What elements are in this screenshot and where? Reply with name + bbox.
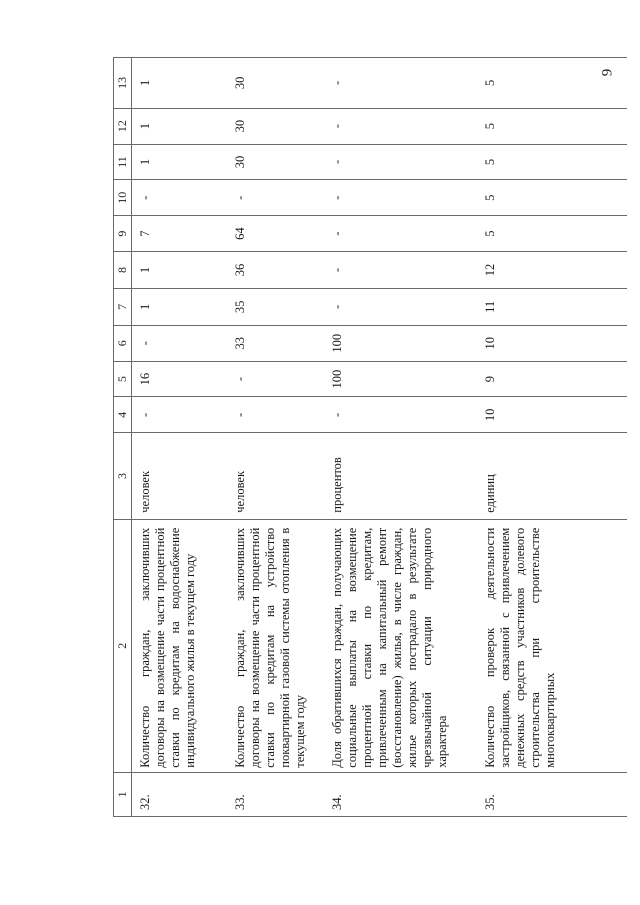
row-value: 1 bbox=[132, 58, 227, 109]
row-number: 33. bbox=[227, 772, 324, 816]
row-value: - bbox=[324, 58, 477, 109]
column-header: 4 bbox=[114, 397, 132, 433]
row-value: 30 bbox=[227, 144, 324, 180]
row-value: 5 bbox=[477, 180, 627, 216]
row-value: 16 bbox=[132, 361, 227, 397]
row-value: - bbox=[324, 180, 477, 216]
column-header: 10 bbox=[114, 180, 132, 216]
row-value: 100 bbox=[324, 361, 477, 397]
row-value: 7 bbox=[132, 216, 227, 252]
table-row bbox=[324, 58, 477, 817]
row-value: 5 bbox=[477, 108, 627, 144]
row-value: 33 bbox=[227, 325, 324, 361]
row-number: 34. bbox=[324, 772, 477, 816]
row-value: - bbox=[324, 397, 477, 433]
indicators-table bbox=[113, 57, 627, 817]
column-header: 5 bbox=[114, 361, 132, 397]
column-header: 13 bbox=[114, 58, 132, 109]
column-header: 2 bbox=[114, 519, 132, 772]
row-description: Количество проверок деятельности застройщиков, связанной с привлечением денежных средств участников долевого строительства при строительстве многоквартирных bbox=[477, 519, 627, 772]
column-header: 11 bbox=[114, 144, 132, 180]
row-unit: человек bbox=[227, 433, 324, 519]
row-value: 11 bbox=[477, 288, 627, 325]
row-value: - bbox=[227, 397, 324, 433]
row-unit: процентов bbox=[324, 433, 477, 519]
table-header-row bbox=[114, 58, 132, 817]
row-value: 1 bbox=[132, 144, 227, 180]
column-header: 6 bbox=[114, 325, 132, 361]
column-header: 8 bbox=[114, 252, 132, 289]
row-value: - bbox=[132, 180, 227, 216]
row-description: Доля обратившихся граждан, получающих социальные выплаты на возмещение процентной ставки по кредитам, привлеченным на капитальный ремонт (восстановление) жилья, в числе граждан, жилье которых пострадало в результате чрезвычайной ситуации природного характера bbox=[324, 519, 477, 772]
table-row bbox=[227, 58, 324, 817]
row-value: - bbox=[227, 361, 324, 397]
row-description: Количество граждан, заключивших договоры на возмещение части процентной ставки по кредитам на устройство поквартирной газовой системы отопления в текущем году bbox=[227, 519, 324, 772]
row-value: 12 bbox=[477, 252, 627, 289]
row-value: - bbox=[324, 288, 477, 325]
row-unit: единиц bbox=[477, 433, 627, 519]
row-value: 30 bbox=[227, 108, 324, 144]
page-number: 9 bbox=[599, 68, 616, 77]
row-number: 32. bbox=[132, 772, 227, 816]
row-value: - bbox=[324, 108, 477, 144]
row-value: 9 bbox=[477, 361, 627, 397]
row-value: - bbox=[132, 325, 227, 361]
row-value: 5 bbox=[477, 216, 627, 252]
table-row bbox=[477, 58, 627, 817]
row-value: 30 bbox=[227, 58, 324, 109]
column-header: 9 bbox=[114, 216, 132, 252]
row-value: 1 bbox=[132, 252, 227, 289]
row-value: 36 bbox=[227, 252, 324, 289]
row-value: 10 bbox=[477, 325, 627, 361]
row-number: 35. bbox=[477, 772, 627, 816]
column-header: 3 bbox=[114, 433, 132, 519]
row-value: 35 bbox=[227, 288, 324, 325]
row-description: Количество граждан, заключивших договоры на возмещение части процентной ставки по кредитам на водоснабжение индивидуального жилья в текущем году bbox=[132, 519, 227, 772]
row-value: - bbox=[227, 180, 324, 216]
row-value: 1 bbox=[132, 288, 227, 325]
table-row bbox=[132, 58, 227, 817]
row-value: 5 bbox=[477, 144, 627, 180]
row-value: 5 bbox=[477, 58, 627, 109]
row-value: 64 bbox=[227, 216, 324, 252]
row-value: - bbox=[324, 252, 477, 289]
row-value: 100 bbox=[324, 325, 477, 361]
row-value: 1 bbox=[132, 108, 227, 144]
row-value: 10 bbox=[477, 397, 627, 433]
row-value: - bbox=[324, 216, 477, 252]
column-header: 1 bbox=[114, 772, 132, 816]
row-unit: человек bbox=[132, 433, 227, 519]
column-header: 7 bbox=[114, 288, 132, 325]
row-value: - bbox=[324, 144, 477, 180]
row-value: - bbox=[132, 397, 227, 433]
column-header: 12 bbox=[114, 108, 132, 144]
rotated-table-wrapper bbox=[113, 57, 628, 817]
